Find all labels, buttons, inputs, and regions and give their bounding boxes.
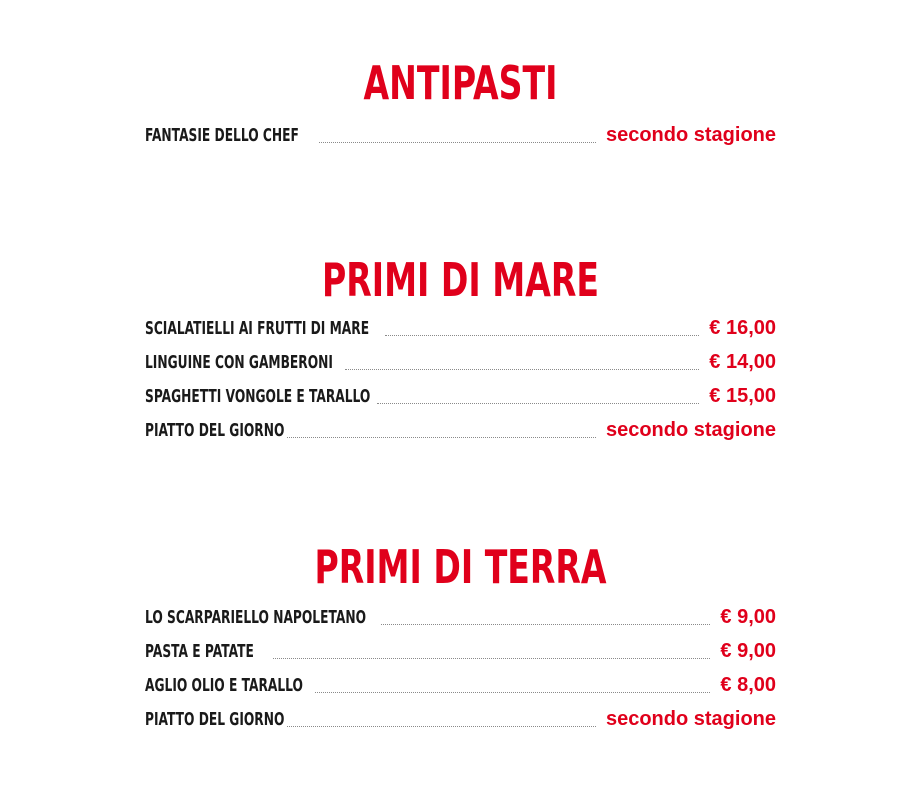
dotted-leader bbox=[345, 368, 699, 370]
menu-item bbox=[145, 347, 776, 373]
item-price: € 16,00 bbox=[709, 317, 776, 339]
menu-item bbox=[145, 602, 776, 628]
dotted-leader bbox=[385, 334, 699, 336]
item-name: PASTA E PATATE bbox=[145, 641, 254, 662]
dotted-leader bbox=[381, 623, 710, 625]
item-name: LO SCARPARIELLO NAPOLETANO bbox=[145, 607, 366, 628]
item-name: FANTASIE DELLO CHEF bbox=[145, 125, 299, 146]
item-price: secondo stagione bbox=[605, 419, 776, 441]
section-primi-di-mare bbox=[145, 253, 776, 441]
item-price: secondo stagione bbox=[605, 124, 776, 146]
item-price: € 14,00 bbox=[709, 351, 776, 373]
dotted-leader bbox=[287, 436, 596, 438]
dotted-leader bbox=[315, 691, 710, 693]
dotted-leader bbox=[273, 657, 710, 659]
menu-item bbox=[145, 670, 776, 696]
item-name: SCIALATIELLI AI FRUTTI DI MARE bbox=[145, 318, 370, 339]
menu-item bbox=[145, 415, 776, 441]
menu-item bbox=[145, 704, 776, 730]
menu-item bbox=[145, 636, 776, 662]
item-price: € 15,00 bbox=[709, 385, 776, 407]
item-price: € 9,00 bbox=[720, 640, 776, 662]
section-title: PRIMI DI MARE bbox=[322, 253, 599, 307]
item-name: PIATTO DEL GIORNO bbox=[145, 420, 285, 441]
section-primi-di-terra bbox=[145, 540, 776, 730]
section-title: ANTIPASTI bbox=[363, 56, 558, 110]
item-price: secondo stagione bbox=[605, 708, 776, 730]
item-name: LINGUINE CON GAMBERONI bbox=[145, 352, 333, 373]
item-name: PIATTO DEL GIORNO bbox=[145, 709, 285, 730]
item-price: € 9,00 bbox=[720, 606, 776, 628]
dotted-leader bbox=[377, 402, 699, 404]
menu-item bbox=[145, 381, 776, 407]
section-antipasti bbox=[145, 56, 776, 146]
item-price: € 8,00 bbox=[720, 674, 776, 696]
menu-item bbox=[145, 313, 776, 339]
item-name: AGLIO OLIO E TARALLO bbox=[145, 675, 303, 696]
dotted-leader bbox=[287, 725, 596, 727]
item-name: SPAGHETTI VONGOLE E TARALLO bbox=[145, 386, 371, 407]
dotted-leader bbox=[319, 141, 596, 143]
section-title: PRIMI DI TERRA bbox=[314, 540, 607, 594]
menu-item bbox=[145, 120, 776, 146]
